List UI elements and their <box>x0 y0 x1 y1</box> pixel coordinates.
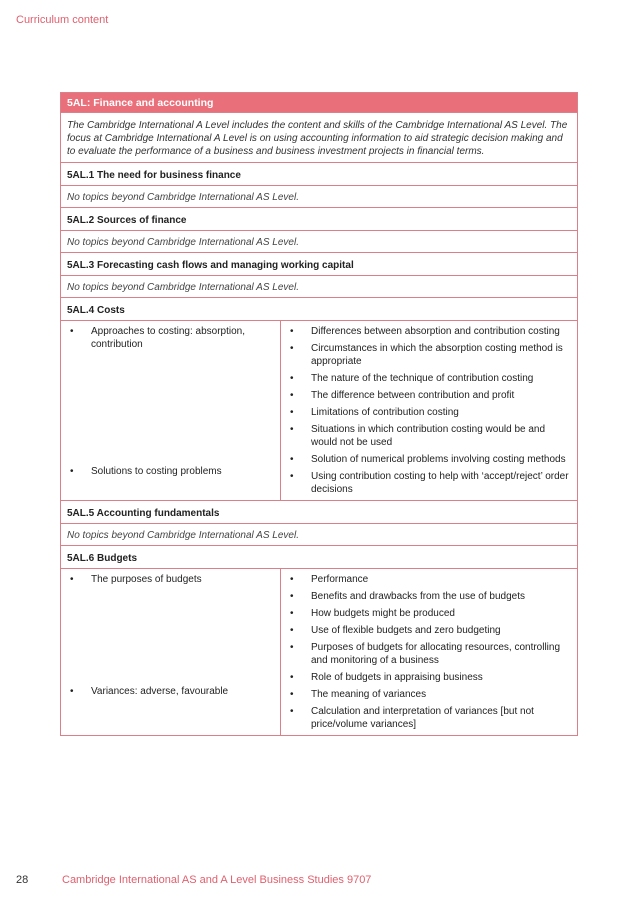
section-title-5al6: 5AL.6 Budgets <box>61 545 577 568</box>
intro-text: The Cambridge International A Level includes the content and skills of the Cambridge International AS Level. The focus at Cambridge International A Level is on using accounting information to aid strategic decision making and to evaluate the performance of a business and business investment projects in financial terms. <box>61 112 577 162</box>
section-content-5al6 <box>61 568 577 735</box>
list-item: • Performance <box>290 574 369 585</box>
list-item: • Use of flexible budgets and zero budgeting <box>290 625 501 636</box>
list-item: • Solution of numerical problems involving costing methods <box>290 454 566 465</box>
section-title-5al5: 5AL.5 Accounting fundamentals <box>61 500 577 523</box>
section-title-5al3: 5AL.3 Forecasting cash flows and managing working capital <box>61 252 577 275</box>
list-item: • The difference between contribution and profit <box>290 390 515 401</box>
list-item: • Purposes of budgets for allocating resources, controlling and monitoring of a business <box>290 642 561 666</box>
list-item: • Benefits and drawbacks from the use of budgets <box>290 591 526 602</box>
list-item: • How budgets might be produced <box>290 608 455 619</box>
list-item: • Solutions to costing problems <box>70 466 222 477</box>
topics-column <box>61 321 281 500</box>
section-title-5al2: 5AL.2 Sources of finance <box>61 207 577 230</box>
list-item: • Differences between absorption and contribution costing <box>290 326 560 337</box>
detail-column <box>281 321 577 500</box>
section-note-5al3: No topics beyond Cambridge International AS Level. <box>61 275 577 297</box>
syllabus-table <box>60 92 578 736</box>
page-number: 28 <box>16 874 29 886</box>
footer-title: Cambridge International AS and A Level Business Studies 9707 <box>62 874 372 886</box>
section-note-5al1: No topics beyond Cambridge International AS Level. <box>61 185 577 207</box>
table-header: 5AL: Finance and accounting <box>61 93 577 112</box>
list-item: • Limitations of contribution costing <box>290 407 459 418</box>
list-item: • Variances: adverse, favourable <box>70 686 229 697</box>
list-item: • Situations in which contribution costing would be and would not be used <box>290 424 546 448</box>
section-note-5al2: No topics beyond Cambridge International AS Level. <box>61 230 577 252</box>
list-item: • The purposes of budgets <box>70 574 202 585</box>
section-title-5al4: 5AL.4 Costs <box>61 297 577 320</box>
list-item: • Circumstances in which the absorption costing method is appropriate <box>290 343 563 367</box>
running-head: Curriculum content <box>16 14 109 26</box>
list-item: • Using contribution costing to help with ‘accept/reject’ order decisions <box>290 471 569 495</box>
list-item: • Approaches to costing: absorption, contribution <box>70 326 245 350</box>
topics-column <box>61 569 281 735</box>
section-note-5al5: No topics beyond Cambridge International AS Level. <box>61 523 577 545</box>
list-item: • The nature of the technique of contribution costing <box>290 373 534 384</box>
list-item: • The meaning of variances <box>290 689 427 700</box>
section-content-5al4 <box>61 320 577 500</box>
list-item: • Role of budgets in appraising business <box>290 672 483 683</box>
list-item: • Calculation and interpretation of variances [but not price/volume variances] <box>290 706 534 730</box>
detail-column <box>281 569 577 735</box>
section-title-5al1: 5AL.1 The need for business finance <box>61 162 577 185</box>
